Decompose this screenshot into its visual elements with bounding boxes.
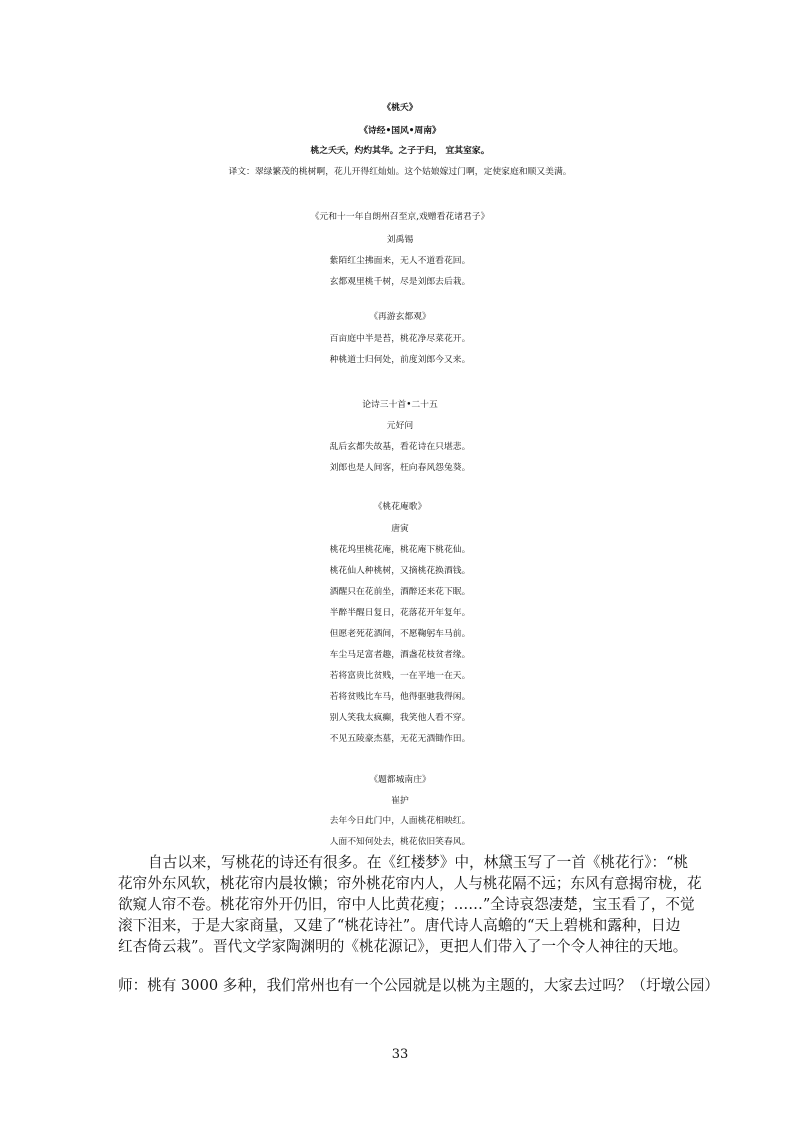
taohuaan-line-3: 酒醒只在花前坐，酒醉还来花下眠。: [329, 587, 471, 597]
taohuaan-line-1: 桃花坞里桃花庵，桃花庵下桃花仙。: [329, 545, 471, 555]
paragraph-line-4: 滚下泪来，于是大家商量，又建了“桃花诗社”。唐代诗人高蟾的“天上碧桃和露种，日边: [118, 917, 681, 934]
taohuaan-line-2: 桃花仙人种桃树，又摘桃花换酒钱。: [329, 566, 471, 576]
lunshi-line-2: 刘郎也是人间客，枉向春风怨兔葵。: [329, 463, 471, 473]
zaiyou-title: 《再游玄都观》: [369, 312, 431, 322]
taoyao-title: 《桃夭》: [382, 103, 418, 113]
taohuaan-line-9: 别人笑我太疯癫，我笑他人看不穿。: [329, 713, 471, 723]
paragraph-line-5: 红杏倚云栽”。晋代文学家陶渊明的《桃花源记》，更把人们带入了一个令人神往的天地。: [118, 938, 688, 955]
taohuaan-author: 唐寅: [391, 524, 409, 534]
paragraph-line-2: 花帘外东风软，桃花帘内晨妆懒；帘外桃花帘内人，人与桃花隔不远；东风有意揭帘栊，花: [118, 875, 702, 892]
yuanhe-line-2: 玄都观里桃千树，尽是刘郎去后栽。: [329, 277, 471, 287]
taoyao-verse: 桃之夭夭，灼灼其华。之子于归， 宜其室家。: [310, 146, 490, 156]
taohuaan-line-4: 半醉半醒日复日，花落花开年复年。: [329, 608, 471, 618]
ducheng-title: 《题都城南庄》: [369, 775, 431, 785]
taohuaan-title: 《桃花庵歌》: [373, 502, 427, 512]
yuanhe-line-1: 紫陌红尘拂面来，无人不道看花回。: [329, 256, 471, 266]
taohuaan-line-10: 不见五陵豪杰墓，无花无酒锄作田。: [329, 734, 471, 744]
ducheng-author: 崔护: [391, 796, 409, 806]
taohuaan-line-8: 若将贫贱比车马，他得驱驰我得闲。: [329, 692, 471, 702]
zaiyou-line-1: 百亩庭中半是苔，桃花净尽菜花开。: [329, 334, 471, 344]
paragraph-line-3: 欲窥人帘不卷。桃花帘外开仍旧，帘中人比黄花瘦；……”全诗哀怨凄楚，宝玉看了，不觉: [118, 896, 695, 913]
lunshi-line-1: 乱后玄都失故基，看花诗在只堪悲。: [329, 442, 471, 452]
yuanhe-title: 《元和十一年自朗州召至京,戏赠看花诸君子》: [310, 212, 490, 222]
ducheng-line-1: 去年今日此门中，人面桃花相映红。: [329, 816, 471, 826]
taoyao-source: 《诗经•国风•周南》: [359, 126, 441, 136]
lunshi-title: 论诗三十首•二十五: [362, 400, 438, 410]
teacher-line: 师：桃有 3000 多种，我们常州也有一个公园就是以桃为主题的，大家去过吗？（圩墩公园）: [118, 977, 719, 994]
yuanhe-author: 刘禹锡: [386, 235, 414, 245]
page-number: 33: [391, 1047, 409, 1062]
taoyao-translation: 译文：翠绿繁茂的桃树啊，花儿开得红灿灿。这个姑娘嫁过门啊，定使家庭和顺又美满。: [228, 167, 572, 177]
taohuaan-line-6: 车尘马足富者趣，酒盏花枝贫者缘。: [329, 650, 471, 660]
zaiyou-line-2: 种桃道士归何处，前度刘郎今又来。: [329, 355, 471, 365]
paragraph-line-1: 自古以来，写桃花的诗还有很多。在《红楼梦》中，林黛玉写了一首《桃花行》：“桃: [148, 854, 689, 871]
ducheng-line-2: 人面不知何处去，桃花依旧笑春风。: [329, 837, 471, 847]
taohuaan-line-5: 但愿老死花酒间，不愿鞠躬车马前。: [329, 629, 471, 639]
lunshi-author: 元好问: [386, 421, 414, 431]
taohuaan-line-7: 若将富贵比贫贱，一在平地一在天。: [329, 671, 471, 681]
